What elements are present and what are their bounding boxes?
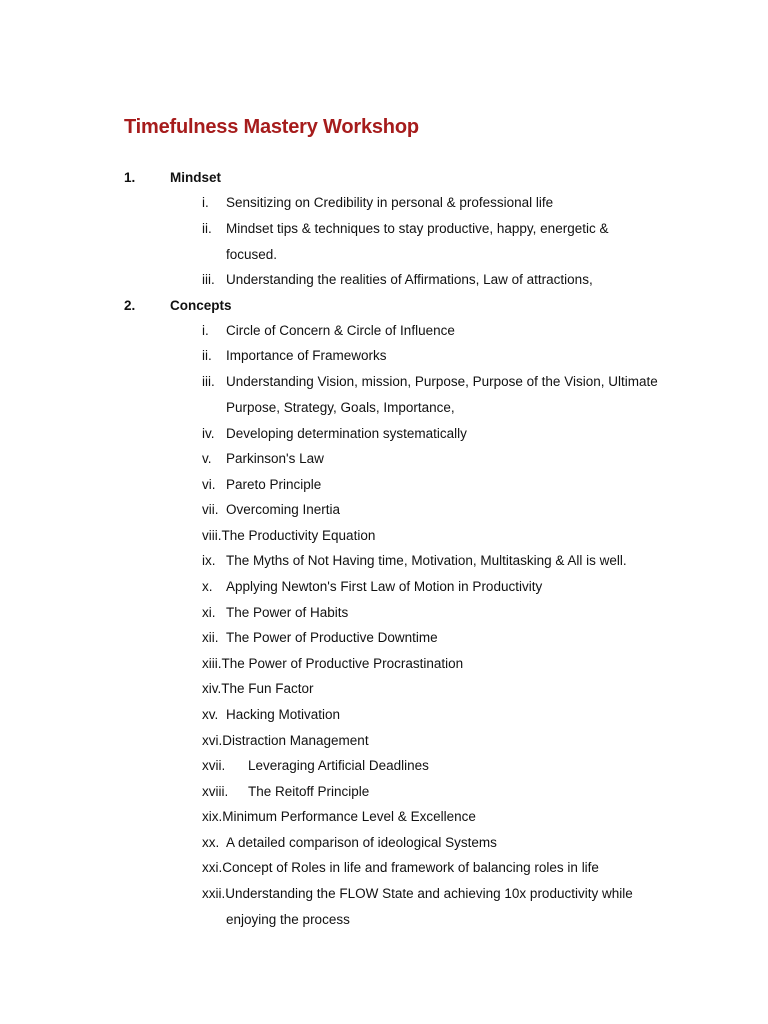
section-number: 2. [124,298,136,313]
list-marker: ii. [202,221,212,236]
section-number: 1. [124,170,136,185]
list-marker: iv. [202,426,215,441]
list-marker: ii. [202,348,212,363]
list-item-text: Parkinson's Law [226,451,324,466]
list-item [202,497,340,523]
list-item [202,779,369,805]
list-item [202,625,438,651]
list-item-text: Pareto Principle [226,477,322,492]
list-item [202,676,314,702]
list-marker: vi. [202,477,216,492]
list-marker: xxi. [202,860,223,875]
list-marker: xvi. [202,733,223,748]
list-marker: xii. [202,630,219,645]
list-item [202,318,455,344]
list-item [202,728,369,754]
list-item [202,548,627,574]
list-item-text: The Power of Productive Procrastination [221,656,464,671]
list-marker: iii. [202,272,215,287]
list-item [202,369,658,420]
list-item-text: Understanding the realities of Affirmations, Law of attractions, [226,272,593,287]
list-marker: viii. [202,528,222,543]
list-item-text: Mindset tips & techniques to stay productive, happy, energetic & [226,221,609,236]
list-marker: xiii. [202,656,222,671]
list-item [202,216,608,267]
list-item-text: The Power of Productive Downtime [226,630,438,645]
list-item [202,855,599,881]
document-title: Timefulness Mastery Workshop [124,116,419,138]
section-title: Concepts [170,298,232,313]
list-item-text: Leveraging Artificial Deadlines [248,758,429,773]
list-marker: ix. [202,553,216,568]
list-marker: xx. [202,835,220,850]
list-item [202,267,593,293]
list-item [202,343,387,369]
list-item-continuation: focused. [226,246,278,262]
list-item-text: Distraction Management [222,733,369,748]
list-item-text: The Reitoff Principle [248,784,370,799]
list-item-text: The Power of Habits [226,605,349,620]
list-item-text: A detailed comparison of ideological Systems [226,835,497,850]
list-item-text: The Fun Factor [221,681,314,696]
list-item [202,830,497,856]
list-marker: v. [202,451,212,466]
list-item [202,702,340,728]
list-item-text: Concept of Roles in life and framework of balancing roles in life [222,860,599,875]
list-item [202,753,429,779]
list-marker: xxii. [202,886,226,901]
list-marker: xvii. [202,758,226,773]
list-item-text: Developing determination systematically [226,426,467,441]
list-item [202,190,553,216]
list-item-text: Importance of Frameworks [226,348,387,363]
list-marker: xviii. [202,784,229,799]
list-item-continuation: enjoying the process [226,911,350,927]
list-item-continuation: Purpose, Strategy, Goals, Importance, [226,399,455,415]
list-item [202,600,348,626]
list-marker: xix. [202,809,223,824]
list-item-text: Applying Newton's First Law of Motion in Productivity [226,579,543,594]
list-item [202,421,467,447]
list-item-text: Minimum Performance Level & Excellence [222,809,476,824]
list-marker: xv. [202,707,219,722]
list-item [202,804,476,830]
list-item-text: Understanding the FLOW State and achieving 10x productivity while [225,886,633,901]
list-marker: x. [202,579,213,594]
list-marker: xiv. [202,681,222,696]
list-marker: i. [202,323,209,338]
list-item [202,523,375,549]
list-marker: iii. [202,374,215,389]
list-item-text: The Productivity Equation [221,528,376,543]
list-item [202,881,633,932]
list-item [202,574,542,600]
list-marker: xi. [202,605,216,620]
section-title: Mindset [170,170,222,185]
list-marker: vii. [202,502,219,517]
list-item-text: The Myths of Not Having time, Motivation, Multitasking & All is well. [226,553,627,568]
list-item-text: Circle of Concern & Circle of Influence [226,323,455,338]
list-item-text: Overcoming Inertia [226,502,341,517]
list-item [202,651,463,677]
list-item [202,472,321,498]
list-item-text: Hacking Motivation [226,707,341,722]
list-marker: i. [202,195,209,210]
list-item-text: Understanding Vision, mission, Purpose, Purpose of the Vision, Ultimate [226,374,658,389]
list-item [202,446,324,472]
list-item-text: Sensitizing on Credibility in personal & professional life [226,195,554,210]
